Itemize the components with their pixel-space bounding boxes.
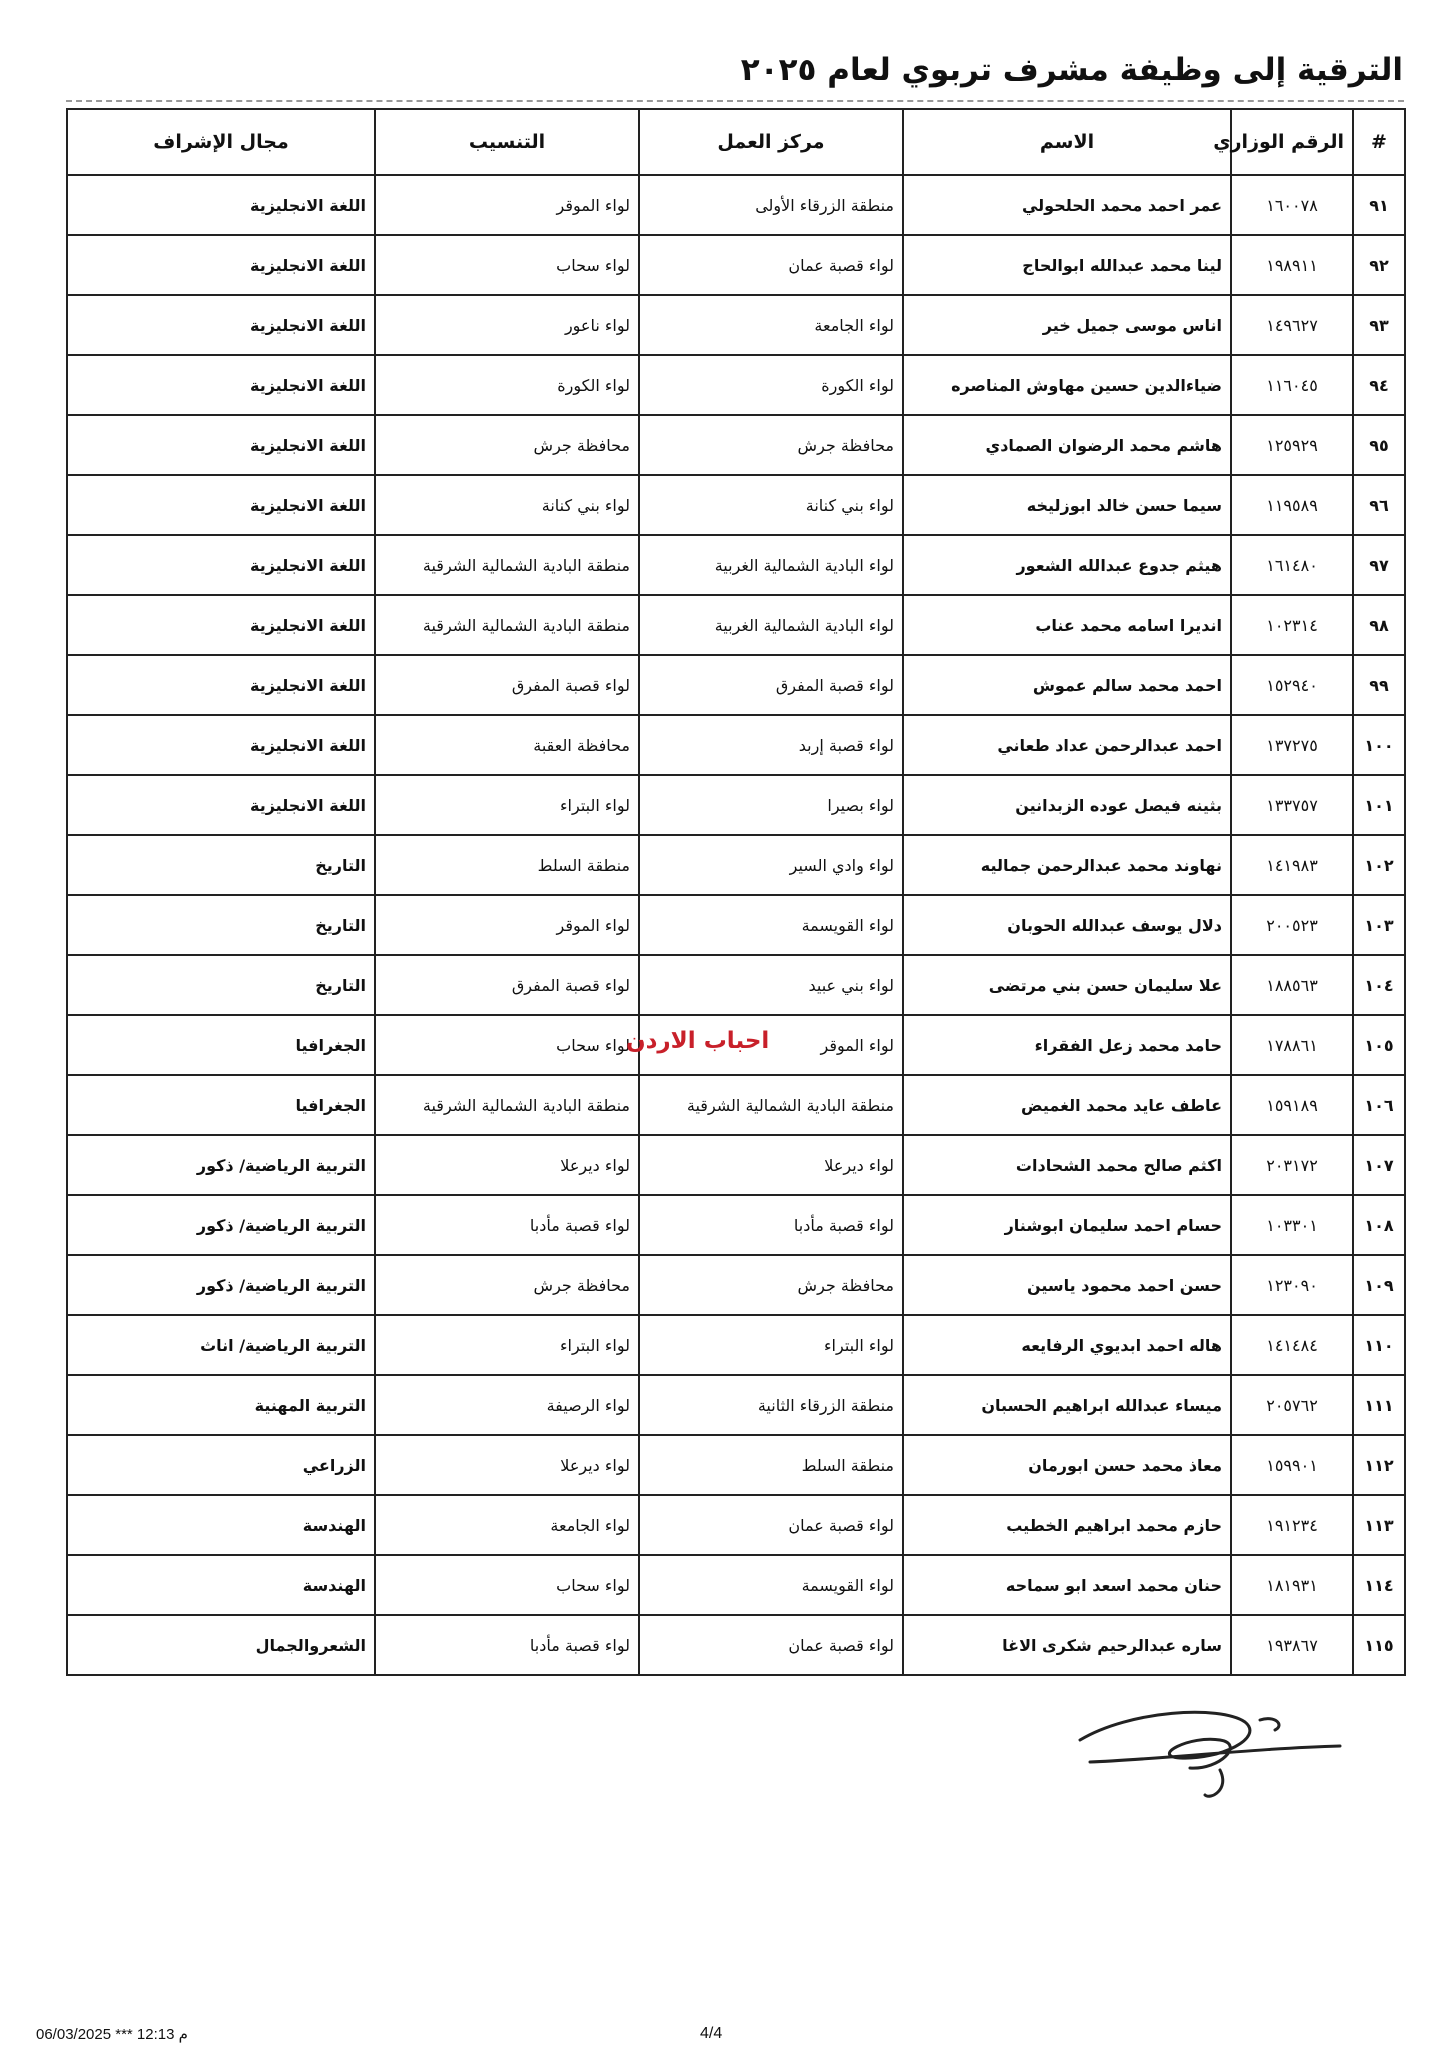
cell-assignment: محافظة جرش <box>375 1255 639 1315</box>
cell-ministry-id: ١٤١٩٨٣ <box>1231 835 1353 895</box>
cell-ministry-id: ١٦١٤٨٠ <box>1231 535 1353 595</box>
cell-name: هيثم جدوع عبدالله الشعور <box>903 535 1231 595</box>
cell-num: ١٠٣ <box>1353 895 1405 955</box>
cell-supervision-field: اللغة الانجليزية <box>67 595 375 655</box>
cell-assignment: لواء الجامعة <box>375 1495 639 1555</box>
cell-assignment: لواء ديرعلا <box>375 1135 639 1195</box>
cell-work-center: لواء قصبة مأدبا <box>639 1195 903 1255</box>
cell-supervision-field: اللغة الانجليزية <box>67 415 375 475</box>
cell-num: ١١٢ <box>1353 1435 1405 1495</box>
cell-work-center: لواء قصبة عمان <box>639 1495 903 1555</box>
cell-ministry-id: ١٥٢٩٤٠ <box>1231 655 1353 715</box>
cell-work-center: لواء الجامعة <box>639 295 903 355</box>
cell-supervision-field: التربية الرياضية/ ذكور <box>67 1135 375 1195</box>
cell-assignment: منطقة البادية الشمالية الشرقية <box>375 595 639 655</box>
cell-name: حسام احمد سليمان ابوشنار <box>903 1195 1231 1255</box>
header-work-center: مركز العمل <box>639 109 903 175</box>
cell-ministry-id: ١٤٩٦٢٧ <box>1231 295 1353 355</box>
cell-name: احمد محمد سالم عموش <box>903 655 1231 715</box>
table-row <box>67 715 1405 775</box>
cell-work-center: لواء القويسمة <box>639 895 903 955</box>
table-row <box>67 1135 1405 1195</box>
cell-name: ضياءالدين حسين مهاوش المناصره <box>903 355 1231 415</box>
cell-supervision-field: الهندسة <box>67 1495 375 1555</box>
cell-assignment: لواء ناعور <box>375 295 639 355</box>
cell-ministry-id: ١٠٢٣١٤ <box>1231 595 1353 655</box>
cell-supervision-field: اللغة الانجليزية <box>67 355 375 415</box>
cell-work-center: لواء قصبة عمان <box>639 235 903 295</box>
cell-supervision-field: الجغرافيا <box>67 1015 375 1075</box>
cell-num: ١٠١ <box>1353 775 1405 835</box>
cell-num: ١٠٦ <box>1353 1075 1405 1135</box>
cell-supervision-field: الشعروالجمال <box>67 1615 375 1675</box>
cell-supervision-field: اللغة الانجليزية <box>67 715 375 775</box>
cell-supervision-field: التربية الرياضية/ ذكور <box>67 1255 375 1315</box>
cell-assignment: منطقة السلط <box>375 835 639 895</box>
cell-assignment: لواء قصبة المفرق <box>375 655 639 715</box>
page-number: 4/4 <box>700 2025 723 2042</box>
cell-supervision-field: اللغة الانجليزية <box>67 775 375 835</box>
cell-work-center: لواء البادية الشمالية الغربية <box>639 535 903 595</box>
cell-assignment: منطقة البادية الشمالية الشرقية <box>375 1075 639 1135</box>
cell-name: حسن احمد محمود ياسين <box>903 1255 1231 1315</box>
cell-supervision-field: التاريخ <box>67 835 375 895</box>
table-row <box>67 955 1405 1015</box>
cell-assignment: محافظة العقبة <box>375 715 639 775</box>
cell-supervision-field: التاريخ <box>67 955 375 1015</box>
cell-name: حنان محمد اسعد ابو سماحه <box>903 1555 1231 1615</box>
cell-work-center: لواء ديرعلا <box>639 1135 903 1195</box>
cell-work-center: لواء البادية الشمالية الغربية <box>639 595 903 655</box>
cell-name: هاشم محمد الرضوان الصمادي <box>903 415 1231 475</box>
table-row <box>67 1375 1405 1435</box>
cell-assignment: لواء قصبة المفرق <box>375 955 639 1015</box>
cell-num: ٩٨ <box>1353 595 1405 655</box>
cell-name: علا سليمان حسن بني مرتضى <box>903 955 1231 1015</box>
table-row <box>67 235 1405 295</box>
cell-work-center: محافظة جرش <box>639 1255 903 1315</box>
cell-ministry-id: ١٣٧٢٧٥ <box>1231 715 1353 775</box>
cell-num: ١١٠ <box>1353 1315 1405 1375</box>
table-header-row <box>67 109 1405 175</box>
print-timestamp: 06/03/2025 *** 12:13 م <box>36 2026 188 2043</box>
promotion-table <box>66 108 1406 1676</box>
cell-supervision-field: الجغرافيا <box>67 1075 375 1135</box>
cell-work-center: لواء بني عبيد <box>639 955 903 1015</box>
cell-name: دلال يوسف عبدالله الحوبان <box>903 895 1231 955</box>
cell-work-center: لواء قصبة عمان <box>639 1615 903 1675</box>
cell-supervision-field: اللغة الانجليزية <box>67 475 375 535</box>
cell-ministry-id: ١٨١٩٣١ <box>1231 1555 1353 1615</box>
cell-ministry-id: ٢٠٣١٧٢ <box>1231 1135 1353 1195</box>
cell-assignment: لواء البتراء <box>375 775 639 835</box>
cell-supervision-field: اللغة الانجليزية <box>67 655 375 715</box>
watermark-text: احباب الاردن <box>626 1028 770 1054</box>
cell-work-center: لواء الموقر <box>639 1015 903 1075</box>
cell-num: ٩٢ <box>1353 235 1405 295</box>
cell-work-center: منطقة الزرقاء الأولى <box>639 175 903 235</box>
table-row <box>67 775 1405 835</box>
cell-num: ١٠٥ <box>1353 1015 1405 1075</box>
cell-name: هاله احمد ابديوي الرفايعه <box>903 1315 1231 1375</box>
cell-ministry-id: ١١٩٥٨٩ <box>1231 475 1353 535</box>
cell-assignment: لواء البتراء <box>375 1315 639 1375</box>
cell-num: ١١٥ <box>1353 1615 1405 1675</box>
cell-work-center: لواء وادي السير <box>639 835 903 895</box>
table-row <box>67 595 1405 655</box>
cell-ministry-id: ١٥٩١٨٩ <box>1231 1075 1353 1135</box>
cell-work-center: لواء القويسمة <box>639 1555 903 1615</box>
table-row <box>67 415 1405 475</box>
cell-ministry-id: ١٠٣٣٠١ <box>1231 1195 1353 1255</box>
table-row <box>67 1195 1405 1255</box>
cell-num: ٩٩ <box>1353 655 1405 715</box>
cell-supervision-field: التربية الرياضية/ ذكور <box>67 1195 375 1255</box>
cell-name: نهاوند محمد عبدالرحمن جماليه <box>903 835 1231 895</box>
cell-assignment: لواء الموقر <box>375 895 639 955</box>
table-row <box>67 535 1405 595</box>
cell-assignment: لواء سحاب <box>375 1555 639 1615</box>
header-ministry-id: الرقم الوزاري <box>1231 109 1353 175</box>
cell-work-center: لواء قصبة المفرق <box>639 655 903 715</box>
table-body <box>67 175 1405 1675</box>
cell-num: ١٠٧ <box>1353 1135 1405 1195</box>
cell-name: بثينه فيصل عوده الزبدانين <box>903 775 1231 835</box>
cell-ministry-id: ١٥٩٩٠١ <box>1231 1435 1353 1495</box>
cell-work-center: لواء بصيرا <box>639 775 903 835</box>
cell-supervision-field: اللغة الانجليزية <box>67 295 375 355</box>
table-row <box>67 295 1405 355</box>
cell-ministry-id: ١٧٨٨٦١ <box>1231 1015 1353 1075</box>
cell-assignment: لواء بني كنانة <box>375 475 639 535</box>
table-row <box>67 1315 1405 1375</box>
cell-work-center: منطقة السلط <box>639 1435 903 1495</box>
header-num: # <box>1353 109 1405 175</box>
cell-supervision-field: اللغة الانجليزية <box>67 235 375 295</box>
cell-num: ٩٦ <box>1353 475 1405 535</box>
cell-work-center: لواء قصبة إربد <box>639 715 903 775</box>
cell-ministry-id: ١٩١٢٣٤ <box>1231 1495 1353 1555</box>
cell-name: ساره عبدالرحيم شكرى الاغا <box>903 1615 1231 1675</box>
cell-num: ٩٥ <box>1353 415 1405 475</box>
cell-num: ١٠٩ <box>1353 1255 1405 1315</box>
cell-name: حازم محمد ابراهيم الخطيب <box>903 1495 1231 1555</box>
cell-assignment: منطقة البادية الشمالية الشرقية <box>375 535 639 595</box>
cell-num: ١١١ <box>1353 1375 1405 1435</box>
cell-work-center: منطقة البادية الشمالية الشرقية <box>639 1075 903 1135</box>
cell-assignment: لواء سحاب <box>375 235 639 295</box>
cell-supervision-field: التربية المهنية <box>67 1375 375 1435</box>
cell-assignment: لواء الرصيفة <box>375 1375 639 1435</box>
cell-num: ١٠٠ <box>1353 715 1405 775</box>
cell-supervision-field: الهندسة <box>67 1555 375 1615</box>
cell-num: ١٠٤ <box>1353 955 1405 1015</box>
cell-name: اناس موسى جميل خير <box>903 295 1231 355</box>
cell-num: ٩٧ <box>1353 535 1405 595</box>
cell-supervision-field: التاريخ <box>67 895 375 955</box>
cell-assignment: لواء سحاب <box>375 1015 639 1075</box>
cell-ministry-id: ١٨٨٥٦٣ <box>1231 955 1353 1015</box>
cell-work-center: لواء بني كنانة <box>639 475 903 535</box>
cell-num: ٩٣ <box>1353 295 1405 355</box>
header-name: الاسم <box>903 109 1231 175</box>
cell-num: ٩١ <box>1353 175 1405 235</box>
cell-work-center: محافظة جرش <box>639 415 903 475</box>
cell-num: ١١٤ <box>1353 1555 1405 1615</box>
cell-ministry-id: ٢٠٥٧٦٢ <box>1231 1375 1353 1435</box>
cell-supervision-field: اللغة الانجليزية <box>67 535 375 595</box>
header-assignment: التنسيب <box>375 109 639 175</box>
cell-num: ١١٣ <box>1353 1495 1405 1555</box>
table-row <box>67 1255 1405 1315</box>
title-divider <box>66 100 1404 102</box>
cell-supervision-field: اللغة الانجليزية <box>67 175 375 235</box>
cell-assignment: لواء الكورة <box>375 355 639 415</box>
cell-assignment: لواء قصبة مأدبا <box>375 1195 639 1255</box>
cell-assignment: لواء ديرعلا <box>375 1435 639 1495</box>
cell-ministry-id: ١١٦٠٤٥ <box>1231 355 1353 415</box>
cell-name: عمر احمد محمد الحلحولي <box>903 175 1231 235</box>
table-row <box>67 1495 1405 1555</box>
cell-ministry-id: ١٢٣٠٩٠ <box>1231 1255 1353 1315</box>
cell-name: اكثم صالح محمد الشحادات <box>903 1135 1231 1195</box>
table-row <box>67 1435 1405 1495</box>
cell-name: عاطف عايد محمد الغميض <box>903 1075 1231 1135</box>
table-row <box>67 355 1405 415</box>
cell-ministry-id: ١٩٨٩١١ <box>1231 235 1353 295</box>
cell-name: سيما حسن خالد ابوزليخه <box>903 475 1231 535</box>
cell-ministry-id: ١٢٥٩٢٩ <box>1231 415 1353 475</box>
cell-num: ١٠٢ <box>1353 835 1405 895</box>
cell-assignment: لواء قصبة مأدبا <box>375 1615 639 1675</box>
cell-supervision-field: التربية الرياضية/ اناث <box>67 1315 375 1375</box>
header-supervision-field: مجال الإشراف <box>67 109 375 175</box>
signature-icon <box>1070 1700 1350 1810</box>
table-row <box>67 175 1405 235</box>
cell-name: ميساء عبدالله ابراهيم الحسبان <box>903 1375 1231 1435</box>
cell-assignment: لواء الموقر <box>375 175 639 235</box>
table-row <box>67 475 1405 535</box>
cell-name: لينا محمد عبدالله ابوالحاج <box>903 235 1231 295</box>
table-row <box>67 1615 1405 1675</box>
cell-name: حامد محمد زعل الفقراء <box>903 1015 1231 1075</box>
cell-ministry-id: ٢٠٠٥٢٣ <box>1231 895 1353 955</box>
table-row <box>67 655 1405 715</box>
table-row <box>67 1555 1405 1615</box>
table-row <box>67 1075 1405 1135</box>
cell-supervision-field: الزراعي <box>67 1435 375 1495</box>
cell-ministry-id: ١٣٣٧٥٧ <box>1231 775 1353 835</box>
table-row <box>67 835 1405 895</box>
cell-assignment: محافظة جرش <box>375 415 639 475</box>
cell-name: احمد عبدالرحمن عداد طعاني <box>903 715 1231 775</box>
cell-ministry-id: ١٩٣٨٦٧ <box>1231 1615 1353 1675</box>
cell-name: انديرا اسامه محمد عناب <box>903 595 1231 655</box>
cell-num: ٩٤ <box>1353 355 1405 415</box>
cell-ministry-id: ١٤١٤٨٤ <box>1231 1315 1353 1375</box>
cell-name: معاذ محمد حسن ابورمان <box>903 1435 1231 1495</box>
cell-work-center: لواء الكورة <box>639 355 903 415</box>
cell-ministry-id: ١٦٠٠٧٨ <box>1231 175 1353 235</box>
cell-num: ١٠٨ <box>1353 1195 1405 1255</box>
cell-work-center: منطقة الزرقاء الثانية <box>639 1375 903 1435</box>
table-row <box>67 895 1405 955</box>
cell-work-center: لواء البتراء <box>639 1315 903 1375</box>
document-title: الترقية إلى وظيفة مشرف تربوي لعام ٢٠٢٥ <box>740 52 1403 88</box>
